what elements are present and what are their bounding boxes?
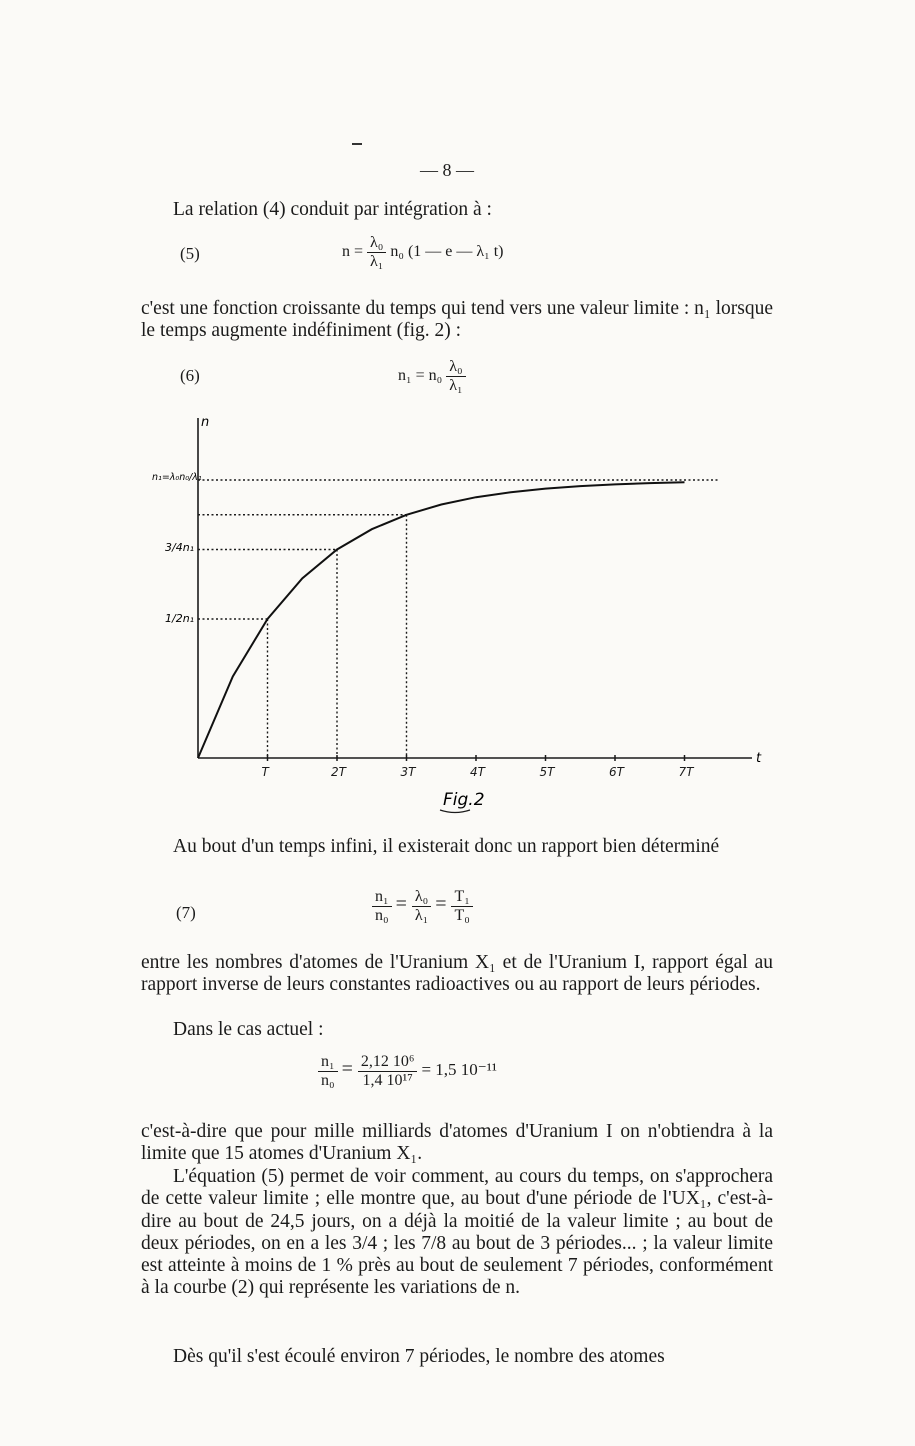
para-cas: Dans le cas actuel :: [173, 1019, 324, 1040]
eq5-fraction: [367, 234, 386, 271]
eq-cas-frac-right: [358, 1053, 418, 1090]
figure-2-chart: [0, 400, 915, 820]
eq7-expression: $\frac{\text{n₁}}{\text{n₀}}$ = $\frac{\text{λ₀}}{\text{λ₁}}$ = $\frac{\text{T₁}}{\text{T₀}}$: [372, 888, 473, 925]
x-axis-label: t: [756, 751, 762, 766]
eq6-frac-num: λ₀: [446, 358, 465, 377]
x-tick-label: 2T: [331, 765, 346, 779]
eq6-frac-den: λ₁: [449, 377, 463, 394]
eq-cas-frac-left: [318, 1053, 338, 1090]
eq-cas-num-left: n₁: [318, 1053, 338, 1072]
page-number: — 8 —: [420, 160, 474, 180]
eq6-fraction: [446, 358, 465, 395]
eq6-lhs: n₁ = n₀: [398, 367, 443, 385]
eq-cas-expression: $\frac{\text{n₁}}{\text{n₀}}$ = $\frac{\text{2,12 10⁶}}{\text{1,4 10¹⁷}}$ = 1,5 10⁻¹¹: [318, 1053, 497, 1090]
eq5-number: (5): [180, 244, 200, 263]
para-after-eq5: c'est une fonction croissante du temps qui tend vers une valeur limite : n₁ lorsque le temps augmente indéfiniment (fig. 2) :: [141, 298, 773, 342]
figure-caption: Fig.2: [443, 790, 485, 810]
eq7-frac-3: [451, 888, 472, 925]
eq7-f2-num: λ₀: [412, 888, 431, 907]
eq6-expression: [398, 358, 466, 395]
eq-cas-num: 2,12 10⁶: [358, 1053, 418, 1072]
para-cest: c'est-à-dire que pour mille milliards d'atomes d'Uranium I on n'obtiendra à la limite que 15 atomes d'Uranium X₁.: [141, 1121, 773, 1165]
eq7-f1-num: n₁: [372, 888, 392, 907]
eq5-frac-num: λ₀: [367, 234, 386, 253]
eq7-f1-den: n₀: [375, 907, 389, 924]
y-axis-label: n: [201, 415, 210, 430]
eq7-frac-1: [372, 888, 392, 925]
eq7-number: (7): [176, 903, 196, 922]
x-tick-label: 3T: [400, 765, 416, 779]
para-infinite: Au bout d'un temps infini, il existerait donc un rapport bien déterminé: [173, 836, 720, 857]
growth-curve: [198, 482, 685, 758]
eq5-rest: n₀ (1 — e — λ₁ t): [390, 243, 504, 261]
y-label-limit: n₁=λ₀n₀/λ₁: [152, 472, 202, 483]
para-entre: entre les nombres d'atomes de l'Uranium X₁ et de l'Uranium I, rapport égal au rapport inverse de leurs constantes radioactives ou au rapport de leurs périodes.: [141, 952, 773, 996]
y-label-three-quarters: 3/4n₁: [165, 541, 195, 554]
x-tick-label: 6T: [609, 765, 624, 779]
x-tick-label: 5T: [539, 765, 555, 779]
eq7-f3-den: T₀: [454, 907, 470, 924]
caption-underline: [440, 810, 470, 813]
eq-cas-result: = 1,5 10⁻¹¹: [421, 1060, 497, 1080]
para-last: Dès qu'il s'est écoulé environ 7 périodes, le nombre des atomes: [173, 1346, 665, 1367]
x-tick-label: 4T: [470, 765, 485, 779]
eq5-frac-den: λ₁: [370, 253, 384, 270]
eq6-number: (6): [180, 366, 200, 385]
eq-cas-den-left: n₀: [321, 1072, 335, 1089]
eq7-f2-den: λ₁: [414, 907, 429, 924]
top-dash-mark: [352, 143, 362, 145]
y-label-half: 1/2n₁: [165, 612, 195, 625]
eq7-f3-num: T₁: [451, 888, 472, 907]
eq-cas-den: 1,4 10¹⁷: [362, 1072, 413, 1089]
eq5-expression: [342, 234, 504, 271]
eq5-lhs: n =: [342, 243, 364, 261]
x-tick-label: 7T: [678, 765, 694, 779]
para-equation5: L'équation (5) permet de voir comment, au cours du temps, on s'approchera de cette valeur limite ; elle montre que, au bout d'une période de l'UX₁, c'est-à-dire au bout de 24,5 jours, on a déjà la moitié de la valeur limite ; au bout de deux périodes, on en a les 3/4 ; les 7/8 au bout de 3 périodes... ; la valeur limite est atteinte à moins de 1 % près au bout de seulement 7 périodes, conformément à la courbe (2) qui représente les variations de n.: [141, 1166, 773, 1299]
x-tick-label: T: [261, 765, 269, 779]
eq7-frac-2: [412, 888, 431, 925]
intro-line: La relation (4) conduit par intégration à :: [173, 199, 492, 220]
